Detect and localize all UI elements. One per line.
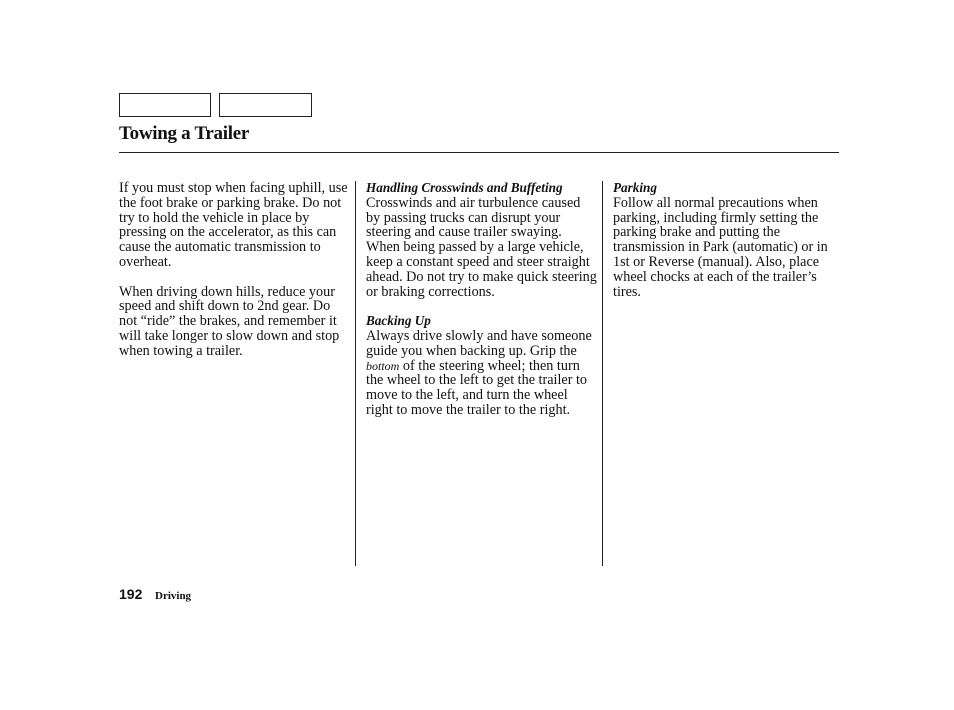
crosswinds-heading: Handling Crosswinds and Buffeting [366, 180, 563, 195]
parking-paragraph: Follow all normal precautions when parking, including firmly setting the parking brake and putting the transmission in Park (automatic) or in 1st or Reverse (manual). Also, place wheel chocks at each of the trailer’s tires. [613, 194, 828, 300]
backing-up-emphasis: bottom [366, 358, 400, 373]
column-left [119, 181, 351, 359]
page-number: 192 [119, 586, 143, 602]
backing-up-text-start: Always drive slowly and have someone guide you when backing up. Grip the [366, 327, 592, 359]
crosswinds-paragraph: Crosswinds and air turbulence caused by passing trucks can disrupt your steering and cause trailer swaying. When being passed by a large vehicle, keep a constant speed and steer straight ahead. Do not try to make quick steering or braking corrections. [366, 194, 597, 300]
column-divider-2 [602, 181, 603, 566]
nav-tab-index[interactable] [219, 93, 312, 117]
section-label: Driving [155, 590, 192, 602]
column-middle [366, 181, 598, 418]
uphill-paragraph: If you must stop when facing uphill, use the foot brake or parking brake. Do not try to hold the vehicle in place by pressing on the accelerator, as this can cause the automatic transmission to overheat. [119, 180, 348, 270]
backing-up-heading: Backing Up [366, 313, 431, 329]
nav-tab-main-menu[interactable] [119, 93, 211, 117]
parking-heading: Parking [613, 180, 657, 195]
page-title: Towing a Trailer [119, 123, 249, 144]
downhill-paragraph: When driving down hills, reduce your speed and shift down to 2nd gear. Do not “ride” the brakes, and remember it will take longer to slow down and stop when towing a trailer. [119, 283, 340, 359]
column-right [613, 181, 839, 299]
column-divider-1 [355, 181, 356, 566]
backing-up-paragraph [366, 329, 598, 418]
title-divider [119, 152, 839, 153]
backing-up-text-end: of the steering wheel; then turn the wheel to the left to get the trailer to move to the left, and turn the wheel right to move the trailer to the right. [366, 357, 588, 418]
